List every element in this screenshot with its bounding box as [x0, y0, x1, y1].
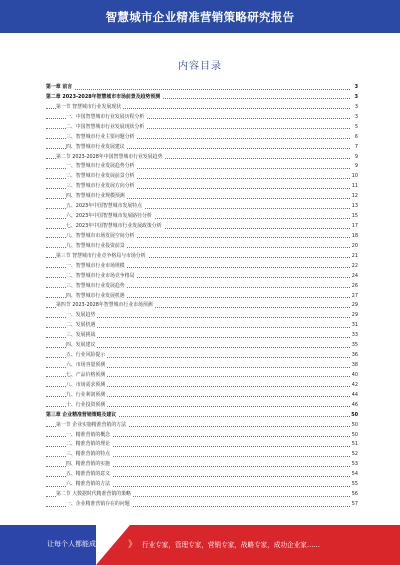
toc-entry-label: 第一章 前言: [46, 84, 73, 90]
toc-entry-label: 三、发展挑战: [66, 332, 96, 339]
toc-entry-page: 29: [351, 302, 358, 309]
toc-entry-page: 42: [351, 381, 358, 388]
toc-entry-page: 51: [351, 441, 358, 448]
toc-entry-label: 第二章 2023-2028年智慧城市市场前景及趋势预测: [46, 93, 161, 100]
toc-entry[interactable]: [46, 153, 358, 161]
toc-entry[interactable]: [46, 262, 358, 270]
toc-entry[interactable]: [46, 113, 358, 121]
toc-entry-label: 二、中国智慧城市行业发展现状分析: [66, 123, 145, 130]
toc-entry[interactable]: [46, 470, 358, 478]
toc-entry-label: 四、精准营销的实施: [66, 461, 111, 468]
toc-entry-page: 18: [351, 232, 358, 239]
toc-entry[interactable]: [46, 212, 358, 220]
toc-entry-page: 3: [354, 113, 358, 120]
toc-entry-page: 24: [351, 272, 358, 279]
toc-entry[interactable]: [46, 460, 358, 468]
toc-entry[interactable]: [46, 162, 358, 170]
toc-entry-label: 八、智慧城市市场发展空间分析: [66, 232, 135, 239]
toc-entry-label: 五、2023年中国智慧城市发展特点: [66, 203, 143, 210]
toc-entry-label: 二、智慧城市行业发展前景分析: [66, 173, 135, 180]
toc-entry-page: 17: [351, 223, 358, 230]
toc-leader-dots: [46, 89, 350, 90]
toc-entry[interactable]: [46, 311, 358, 319]
toc-entry-label: 七、产品价格预测: [66, 371, 106, 378]
toc-entry-label: 六、市场容量预测: [66, 362, 106, 369]
toc-entry[interactable]: [46, 450, 358, 458]
toc-entry-label: 四、智慧城市行业发展建议: [66, 143, 125, 150]
toc-entry-label: 二、智慧城市行业市场竞争格局: [66, 272, 135, 279]
toc-entry[interactable]: [46, 371, 358, 379]
toc-entry[interactable]: [46, 192, 358, 200]
toc-entry[interactable]: [46, 331, 358, 339]
toc-entry-page: 13: [351, 203, 358, 210]
toc-entry-label: 九、行业利润预测: [66, 391, 106, 398]
toc-entry[interactable]: [46, 103, 358, 111]
toc-entry-page: 50: [351, 411, 358, 418]
toc-entry[interactable]: [46, 272, 358, 280]
toc-entry-page: 35: [351, 342, 358, 349]
toc-entry-label: 第三节 智慧城市行业竞争格局与市场分析: [56, 252, 146, 259]
toc-entry[interactable]: [46, 202, 358, 210]
toc-entry-page: 53: [351, 461, 358, 468]
toc-entry-label: 六、精准营销的方法: [66, 481, 111, 488]
toc-entry-page: 29: [351, 312, 358, 319]
toc-entry-page: 15: [351, 213, 358, 220]
toc-entry[interactable]: [46, 133, 358, 141]
toc-entry-page: 33: [351, 332, 358, 339]
toc-entry[interactable]: [46, 242, 358, 250]
toc-entry[interactable]: [46, 93, 358, 101]
toc-entry-label: 二、发展机遇: [66, 322, 96, 329]
toc-entry-label: 第二节 2023-2028年中国智慧城市行业发展趋势: [56, 153, 163, 160]
footer-arrow-icon: 》: [128, 540, 138, 550]
toc-entry-page: 6: [354, 133, 358, 140]
toc-entry-label: 第二节 大数据时代精准营销的策略: [56, 491, 131, 498]
toc-entry-page: 31: [351, 322, 358, 329]
toc-entry-page: 9: [354, 153, 358, 160]
toc-entry-page: 7: [354, 143, 358, 150]
toc-entry-page: 22: [351, 262, 358, 269]
toc-entry[interactable]: [46, 172, 358, 180]
toc-entry-page: 38: [351, 362, 358, 369]
footer-banner: [0, 525, 400, 565]
toc-entry[interactable]: [46, 182, 358, 190]
toc-entry[interactable]: [46, 143, 358, 151]
toc-entry[interactable]: [46, 500, 358, 508]
toc-entry[interactable]: [46, 490, 358, 498]
toc-entry-page: 55: [351, 481, 358, 488]
toc-entry-page: 3: [354, 103, 358, 110]
toc-entry-label: 一、企业精准营销存在的问题: [66, 501, 130, 508]
toc-entry-page: 12: [351, 193, 358, 200]
toc-entry-label: 第四节 2023-2028年智慧城市行业市场预测: [56, 302, 153, 309]
toc-entry-label: 六、2023年中国智慧城市发展路径分析: [66, 213, 152, 220]
toc-entry-label: 第一节 企业实施精准营销的方法: [56, 421, 127, 428]
toc-entry[interactable]: [46, 341, 358, 349]
toc-entry-page: 46: [351, 401, 358, 408]
toc-entry[interactable]: [46, 83, 358, 91]
toc-entry-page: 3: [354, 84, 358, 90]
toc-entry-page: 11: [351, 183, 358, 190]
toc-entry[interactable]: [46, 282, 358, 290]
toc-entry-page: 5: [354, 123, 358, 130]
toc-entry-page: 52: [351, 451, 358, 458]
toc-entry[interactable]: [46, 421, 358, 429]
toc-entry-label: 三、智慧城市行业发展趋势: [66, 282, 125, 289]
toc-entry[interactable]: [46, 222, 358, 230]
toc-entry-label: 四、发展建议: [66, 342, 96, 349]
toc-entry-page: 27: [351, 292, 358, 299]
table-of-contents: [46, 83, 358, 510]
toc-entry-page: 44: [351, 391, 358, 398]
toc-entry-page: 9: [354, 163, 358, 170]
toc-entry[interactable]: [46, 391, 358, 399]
toc-entry-label: 五、行业风险提示: [66, 352, 106, 359]
toc-entry[interactable]: [46, 480, 358, 488]
toc-entry-label: 一、发展趋势: [66, 312, 96, 319]
toc-entry[interactable]: [46, 401, 358, 409]
toc-entry-page: 57: [351, 501, 358, 508]
toc-entry-page: 50: [351, 421, 358, 428]
footer-slogan: 让每个人都能成为: [47, 540, 103, 548]
toc-entry-page: 56: [351, 491, 358, 498]
toc-entry[interactable]: [46, 411, 358, 419]
toc-entry-page: 50: [351, 431, 358, 438]
toc-entry-page: 54: [351, 471, 358, 478]
toc-entry-page: 26: [351, 282, 358, 289]
toc-entry[interactable]: [46, 252, 358, 260]
toc-entry-page: 10: [351, 173, 358, 180]
toc-entry[interactable]: [46, 440, 358, 448]
toc-entry[interactable]: [46, 431, 358, 439]
toc-entry-label: 十、行业投资预测: [66, 401, 106, 408]
toc-entry-page: 21: [351, 252, 358, 259]
toc-entry[interactable]: [46, 301, 358, 309]
toc-entry[interactable]: [46, 123, 358, 131]
footer-tagline: 行业专家，管理专家，营销专家，战略专家，成功企业家……: [142, 541, 321, 549]
toc-entry-label: 第三章 企业精准营销策略及建议: [46, 411, 117, 418]
toc-entry-page: 40: [351, 371, 358, 378]
toc-entry-page: 20: [351, 242, 358, 249]
toc-entry[interactable]: [46, 321, 358, 329]
toc-entry-label: 四、智慧城市行业规模预测: [66, 193, 125, 200]
toc-entry-page: 3: [354, 93, 358, 100]
toc-entry-label: 第一节 智慧城市行业发展现状: [56, 103, 122, 110]
toc-entry[interactable]: [46, 292, 358, 300]
toc-entry-label: 一、智慧城市行业市场规模: [66, 262, 125, 269]
toc-entry[interactable]: [46, 232, 358, 240]
toc-entry[interactable]: [46, 361, 358, 369]
toc-entry-page: 36: [351, 352, 358, 359]
toc-entry-label: 二、精准营销的理论: [66, 441, 111, 448]
header-bar: [0, 0, 400, 33]
toc-entry[interactable]: [46, 351, 358, 359]
toc-entry-label: 八、市场需求预测: [66, 381, 106, 388]
toc-entry-label: 三、智慧城市行业主要问题分析: [66, 133, 135, 140]
toc-entry-label: 三、精准营销的特点: [66, 451, 111, 458]
toc-entry-label: 五、精准营销的意义: [66, 471, 111, 478]
toc-heading: 内容目录: [178, 61, 222, 72]
toc-entry-label: 一、中国智慧城市行业发展历程分析: [66, 113, 145, 120]
toc-entry-label: 三、智慧城市行业发展方向分析: [66, 183, 135, 190]
toc-entry-label: 九、智慧城市行业投资前景: [66, 242, 125, 249]
toc-entry-label: 七、2023年中国智慧城市行业发展政策分析: [66, 223, 162, 230]
document-title: 智慧城市企业精准营销策略研究报告: [105, 10, 295, 24]
toc-entry-label: 四、智慧城市行业发展机遇: [66, 292, 125, 299]
toc-entry-label: 一、精准营销的概念: [66, 431, 111, 438]
toc-entry[interactable]: [46, 381, 358, 389]
toc-entry-label: 一、智慧城市行业发展趋势分析: [66, 163, 135, 170]
